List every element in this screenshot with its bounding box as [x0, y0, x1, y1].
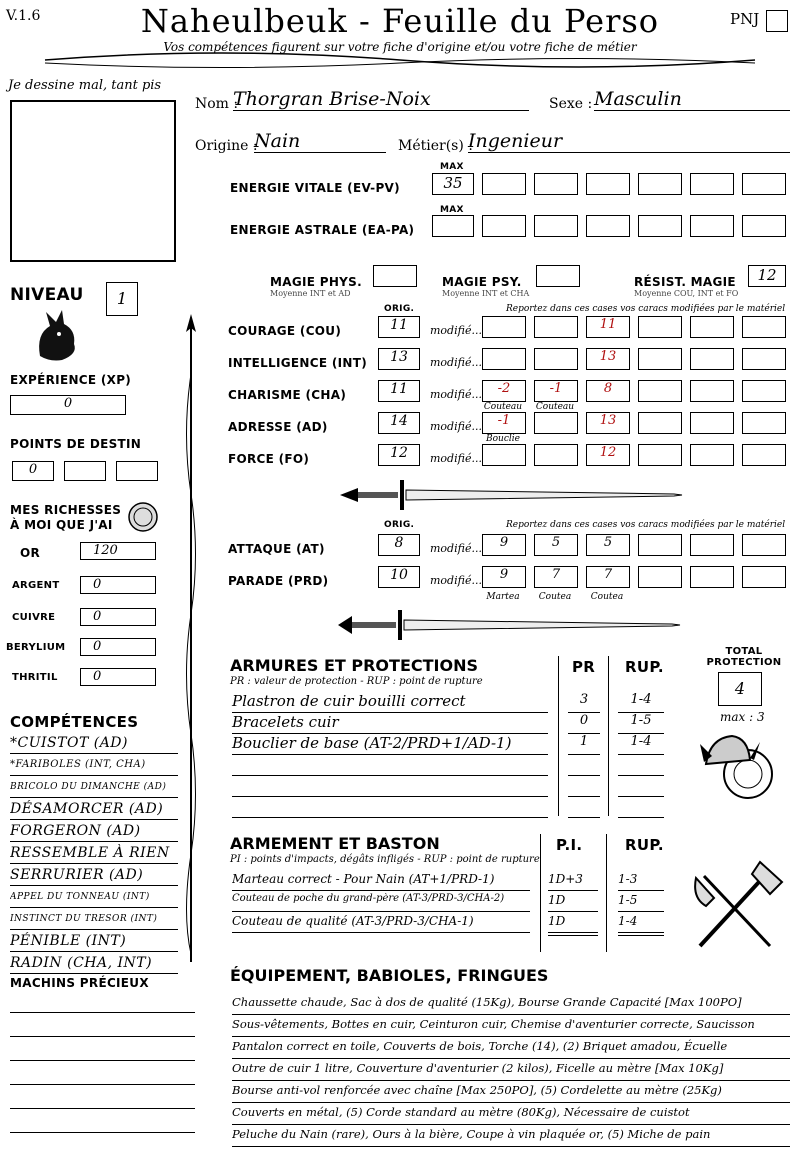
richesses-label-2: À MOI QUE J'AI	[10, 518, 113, 532]
niveau-label: NIVEAU	[10, 285, 84, 305]
carac-modif-field[interactable]: 12	[586, 444, 630, 466]
nom-label: Nom :	[195, 96, 239, 112]
carac-orig-field[interactable]: 13	[378, 348, 420, 370]
carac-modif-field[interactable]	[482, 316, 526, 338]
carac-modif-box[interactable]	[638, 316, 682, 338]
combat-modif-box[interactable]	[742, 534, 786, 556]
competence-item[interactable]: DÉSAMORCER (AD)	[10, 799, 178, 820]
carac-modif-box[interactable]	[690, 348, 734, 370]
money-field[interactable]: 0	[80, 576, 156, 594]
total-protection-label: TOTAL PROTECTION	[706, 646, 782, 668]
equipement-line[interactable]: Pantalon correct en toile, Couverts de bois, Torche (14), (2) Briquet amadou, Écuelle	[232, 1039, 790, 1059]
money-label: ARGENT	[12, 580, 60, 591]
arme-pi[interactable]: 1D+3	[548, 872, 598, 891]
carac-modif-box[interactable]	[638, 444, 682, 466]
carac-modif-field[interactable]	[534, 444, 578, 466]
ea-box[interactable]	[638, 215, 682, 237]
ev-box[interactable]	[482, 173, 526, 195]
ea-box[interactable]	[690, 215, 734, 237]
armure-pr[interactable]: 3	[568, 692, 600, 713]
carac-modif-field[interactable]: 13	[586, 412, 630, 434]
armement-divider	[606, 834, 607, 952]
modif-label: modifié...	[430, 452, 482, 465]
carac-modif-box[interactable]	[742, 348, 786, 370]
resist-magie-field[interactable]: 12	[748, 265, 786, 287]
armure-name[interactable]	[232, 755, 548, 776]
armures-divider	[608, 656, 609, 816]
equipement-line[interactable]: Chaussette chaude, Sac à dos de qualité (15Kg), Bourse Grande Capacité [Max 100PO]	[232, 995, 790, 1015]
origine-label: Origine :	[195, 138, 258, 154]
xp-field[interactable]: 0	[10, 395, 126, 415]
machins-line[interactable]	[10, 1132, 195, 1133]
competence-item[interactable]: APPEL DU TONNEAU (INT)	[10, 887, 178, 908]
armures-divider	[558, 656, 559, 816]
page-subtitle: Vos compétences figurent sur votre fiche d'origine et/ou votre fiche de métier	[163, 40, 637, 54]
magie-psy-note: Moyenne INT et CHA	[442, 289, 530, 298]
ea-box[interactable]	[534, 215, 578, 237]
ev-label: ENERGIE VITALE (EV-PV)	[230, 181, 400, 195]
combat-orig-field[interactable]: 10	[378, 566, 420, 588]
armure-name[interactable]: Bouclier de base (AT-2/PRD+1/AD-1)	[232, 734, 548, 755]
armement-title: ARMEMENT ET BASTON	[230, 834, 440, 853]
destin-label: POINTS DE DESTIN	[10, 437, 142, 451]
modif-label: modifié...	[430, 420, 482, 433]
armure-name[interactable]	[232, 776, 548, 797]
carac-modif-box[interactable]	[638, 412, 682, 434]
combat-modif-field[interactable]: 7	[586, 566, 630, 588]
carac-orig-field[interactable]: 11	[378, 316, 420, 338]
combat-modif-box[interactable]	[690, 534, 734, 556]
magie-phys-note: Moyenne INT et AD	[270, 289, 351, 298]
metier-label: Métier(s) :	[398, 138, 473, 154]
pnj-checkbox[interactable]	[766, 10, 788, 32]
combat-modif-box[interactable]	[638, 534, 682, 556]
competences-label: COMPÉTENCES	[10, 713, 139, 731]
carac-modif-box[interactable]	[638, 348, 682, 370]
combat-sub: Martea	[486, 592, 520, 602]
armure-name[interactable]: Bracelets cuir	[232, 713, 548, 734]
carac-modif-field[interactable]	[482, 348, 526, 370]
resist-magie-note: Moyenne COU, INT et FO	[634, 289, 739, 298]
carac-modif-box[interactable]	[742, 412, 786, 434]
equipement-line[interactable]: Outre de cuir 1 litre, Couverture d'aventurier (2 kilos), Ficelle au mètre [Max 10Kg]	[232, 1061, 790, 1081]
helmet-shield-icon	[700, 724, 776, 808]
competence-item[interactable]: PÉNIBLE (INT)	[10, 931, 178, 952]
ea-max-label: MAX	[440, 205, 464, 215]
competence-item[interactable]: FORGERON (AD)	[10, 821, 178, 842]
carac-modif-field[interactable]	[534, 348, 578, 370]
rup-header: RUP.	[625, 836, 664, 854]
ev-max-field[interactable]: 35	[432, 173, 474, 195]
arme-rup[interactable]: 1-5	[618, 893, 664, 912]
money-field[interactable]: 0	[80, 638, 156, 656]
carac-modif-box[interactable]	[742, 380, 786, 402]
spear-decoration	[178, 314, 204, 964]
combat-label: PARADE (PRD)	[228, 574, 329, 588]
max-protection-label: max : 3	[720, 710, 765, 724]
armement-note: PI : points d'impacts, dégâts infligés - RUP : point de rupture	[230, 854, 540, 865]
page-title: Naheulbeuk - Feuille du Perso	[140, 2, 660, 40]
destin-field[interactable]: 0	[12, 461, 54, 481]
carac-sub: Couteau	[535, 402, 575, 412]
pr-header: PR	[572, 658, 596, 676]
armure-rup[interactable]: 1-4	[618, 734, 664, 755]
modif-label: modifié...	[430, 574, 482, 587]
armure-rup[interactable]: 1-5	[618, 713, 664, 734]
ev-box[interactable]	[638, 173, 682, 195]
carac-modif-box[interactable]	[742, 444, 786, 466]
competence-item[interactable]: RESSEMBLE À RIEN	[10, 843, 178, 864]
money-field[interactable]: 0	[80, 668, 156, 686]
combat-label: ATTAQUE (AT)	[228, 542, 325, 556]
competence-item[interactable]: BRICOLO DU DIMANCHE (AD)	[10, 777, 178, 798]
combat-sub: Coutea	[590, 592, 624, 602]
carac-sub: Bouclie	[486, 434, 520, 444]
carac-label: COURAGE (COU)	[228, 324, 342, 338]
portrait-caption: Je dessine mal, tant pis	[8, 78, 162, 93]
combat-modif-box[interactable]	[690, 566, 734, 588]
competence-item[interactable]: *FARIBOLES (INT, CHA)	[10, 755, 178, 776]
combat-modif-field[interactable]: 5	[586, 534, 630, 556]
carac-label: ADRESSE (AD)	[228, 420, 328, 434]
pnj-label: PNJ	[730, 10, 760, 28]
competence-item[interactable]: *CUISTOT (AD)	[10, 733, 178, 754]
modif-label: modifié...	[430, 324, 482, 337]
arme-name[interactable]: Couteau de poche du grand-père (AT-3/PRD-3/CHA-2)	[232, 893, 530, 912]
combat-sub: Coutea	[538, 592, 572, 602]
money-field[interactable]: 0	[80, 608, 156, 626]
carac-modif-field[interactable]: 8	[586, 380, 630, 402]
combat-modif-field[interactable]: 7	[534, 566, 578, 588]
destin-box[interactable]	[64, 461, 106, 481]
combat-modif-box[interactable]	[638, 566, 682, 588]
carac-orig-field[interactable]: 11	[378, 380, 420, 402]
arme-pi[interactable]: 1D	[548, 893, 598, 912]
armures-title: ARMURES ET PROTECTIONS	[230, 656, 478, 675]
origine-field[interactable]: Nain	[254, 130, 386, 153]
combat-orig-field[interactable]: 8	[378, 534, 420, 556]
carac-modif-box[interactable]	[690, 380, 734, 402]
armure-rup[interactable]	[618, 755, 664, 776]
modif-label: modifié...	[430, 356, 482, 369]
money-field[interactable]: 120	[80, 542, 156, 560]
ea-box[interactable]	[742, 215, 786, 237]
carac-modif-box[interactable]	[690, 444, 734, 466]
combat-modif-field[interactable]: 5	[534, 534, 578, 556]
carac-modif-field[interactable]: -2	[482, 380, 526, 402]
combat-modif-field[interactable]: 9	[482, 566, 526, 588]
richesses-label-1: MES RICHESSES	[10, 503, 122, 517]
rup-header: RUP.	[625, 658, 664, 676]
magie-phys-label: MAGIE PHYS.	[270, 275, 362, 289]
orig-header: ORIG.	[384, 304, 415, 314]
ea-label: ENERGIE ASTRALE (EA-PA)	[230, 223, 415, 237]
carac-label: INTELLIGENCE (INT)	[228, 356, 367, 370]
carac-label: CHARISME (CHA)	[228, 388, 347, 402]
equipement-title: ÉQUIPEMENT, BABIOLES, FRINGUES	[230, 966, 549, 985]
carac-orig-field[interactable]: 12	[378, 444, 420, 466]
competence-item[interactable]: RADIN (CHA, INT)	[10, 953, 178, 974]
carac-modif-box[interactable]	[690, 316, 734, 338]
competence-item[interactable]: SERRURIER (AD)	[10, 865, 178, 886]
carac-modif-field[interactable]: -1	[534, 380, 578, 402]
machins-line[interactable]	[10, 1012, 195, 1013]
equipement-line[interactable]: Couverts en métal, (5) Corde standard au mètre (80Kg), Nécessaire de cuistot	[232, 1105, 790, 1125]
ev-box[interactable]	[534, 173, 578, 195]
arme-rup[interactable]: 1-3	[618, 872, 664, 891]
carac-modif-field[interactable]: 11	[586, 316, 630, 338]
ev-box[interactable]	[690, 173, 734, 195]
coin-icon	[126, 500, 160, 534]
xp-label: EXPÉRIENCE (XP)	[10, 373, 132, 387]
ea-box[interactable]	[586, 215, 630, 237]
carac-modif-box[interactable]	[690, 412, 734, 434]
ev-max-label: MAX	[440, 162, 464, 172]
carac-modif-field[interactable]	[534, 316, 578, 338]
machins-line[interactable]	[10, 1036, 195, 1037]
armement-divider	[540, 834, 541, 952]
carac-modif-box[interactable]	[638, 380, 682, 402]
arme-name[interactable]: Marteau correct - Pour Nain (AT+1/PRD-1)	[232, 872, 530, 891]
machins-line[interactable]	[10, 1108, 195, 1109]
modif-label: modifié...	[430, 388, 482, 401]
sexe-field[interactable]: Masculin	[594, 88, 790, 111]
magie-psy-label: MAGIE PSY.	[442, 275, 522, 289]
weapons-icon	[690, 858, 786, 958]
armure-pr[interactable]: 1	[568, 734, 600, 755]
money-label: OR	[20, 546, 41, 560]
carac-modif-field[interactable]: 13	[586, 348, 630, 370]
arme-blank-line[interactable]	[548, 935, 598, 936]
carac-modif-field[interactable]	[482, 444, 526, 466]
ea-box[interactable]	[482, 215, 526, 237]
arme-rup[interactable]: 1-4	[618, 914, 664, 933]
ev-box[interactable]	[742, 173, 786, 195]
arme-blank-line[interactable]	[618, 935, 664, 936]
carac-modif-field[interactable]	[534, 412, 578, 434]
arme-pi[interactable]: 1D	[548, 914, 598, 933]
armure-rup[interactable]	[618, 776, 664, 797]
orig-header: ORIG.	[384, 520, 415, 530]
dragon-icon	[32, 304, 82, 364]
machins-line[interactable]	[10, 1060, 195, 1061]
magie-psy-field[interactable]	[536, 265, 580, 287]
armure-name[interactable]	[232, 797, 548, 818]
nom-field[interactable]: Thorgran Brise-Noix	[233, 88, 529, 111]
modif-label: modifié...	[430, 542, 482, 555]
machins-line[interactable]	[10, 1084, 195, 1085]
ev-box[interactable]	[586, 173, 630, 195]
equipement-line[interactable]: Bourse anti-vol renforcée avec chaîne [Max 250PO], (5) Cordelette au mètre (25Kg)	[232, 1083, 790, 1103]
magie-phys-field[interactable]	[373, 265, 417, 287]
carac-report-note: Reportez dans ces cases vos caracs modifiées par le matériel	[506, 304, 786, 314]
carac-modif-box[interactable]	[742, 316, 786, 338]
armure-pr[interactable]: 0	[568, 713, 600, 734]
arme-name[interactable]: Couteau de qualité (AT-3/PRD-3/CHA-1)	[232, 914, 530, 933]
machins-label: MACHINS PRÉCIEUX	[10, 976, 149, 990]
combat-modif-field[interactable]: 9	[482, 534, 526, 556]
destin-box[interactable]	[116, 461, 158, 481]
total-protection-field[interactable]: 4	[718, 672, 762, 706]
armure-rup[interactable]	[618, 797, 664, 818]
equipement-line[interactable]: Peluche du Nain (rare), Ours à la bière, Coupe à vin plaquée or, (5) Miche de pain	[232, 1127, 790, 1147]
armure-name[interactable]: Plastron de cuir bouilli correct	[232, 692, 548, 713]
armures-note: PR : valeur de protection - RUP : point de rupture	[230, 676, 483, 687]
sword-decoration	[338, 478, 684, 512]
pi-header: P.I.	[556, 836, 583, 854]
carac-modif-field[interactable]: -1	[482, 412, 526, 434]
niveau-field[interactable]: 1	[106, 282, 138, 316]
armure-rup[interactable]: 1-4	[618, 692, 664, 713]
combat-report-note: Reportez dans ces cases vos caracs modifiées par le matériel	[506, 520, 786, 530]
metier-field[interactable]: Ingenieur	[468, 130, 790, 153]
money-label: THRITIL	[12, 672, 58, 683]
carac-sub: Couteau	[483, 402, 523, 412]
armure-pr[interactable]	[568, 797, 600, 818]
sword-decoration	[336, 608, 682, 642]
ea-max-field[interactable]	[432, 215, 474, 237]
money-label: CUIVRE	[12, 612, 56, 623]
version-label: V.1.6	[6, 8, 41, 24]
armure-pr[interactable]	[568, 755, 600, 776]
resist-magie-label: RÉSIST. MAGIE	[634, 275, 736, 289]
carac-label: FORCE (FO)	[228, 452, 310, 466]
equipement-line[interactable]: Sous-vêtements, Bottes en cuir, Ceinturon cuir, Chemise d'aventurier correcte, Saucisson	[232, 1017, 790, 1037]
combat-modif-box[interactable]	[742, 566, 786, 588]
carac-orig-field[interactable]: 14	[378, 412, 420, 434]
competence-item[interactable]: INSTINCT DU TRESOR (INT)	[10, 909, 178, 930]
armure-pr[interactable]	[568, 776, 600, 797]
sexe-label: Sexe :	[549, 96, 593, 112]
money-label: BERYLIUM	[6, 642, 66, 653]
portrait-frame[interactable]	[10, 100, 176, 262]
